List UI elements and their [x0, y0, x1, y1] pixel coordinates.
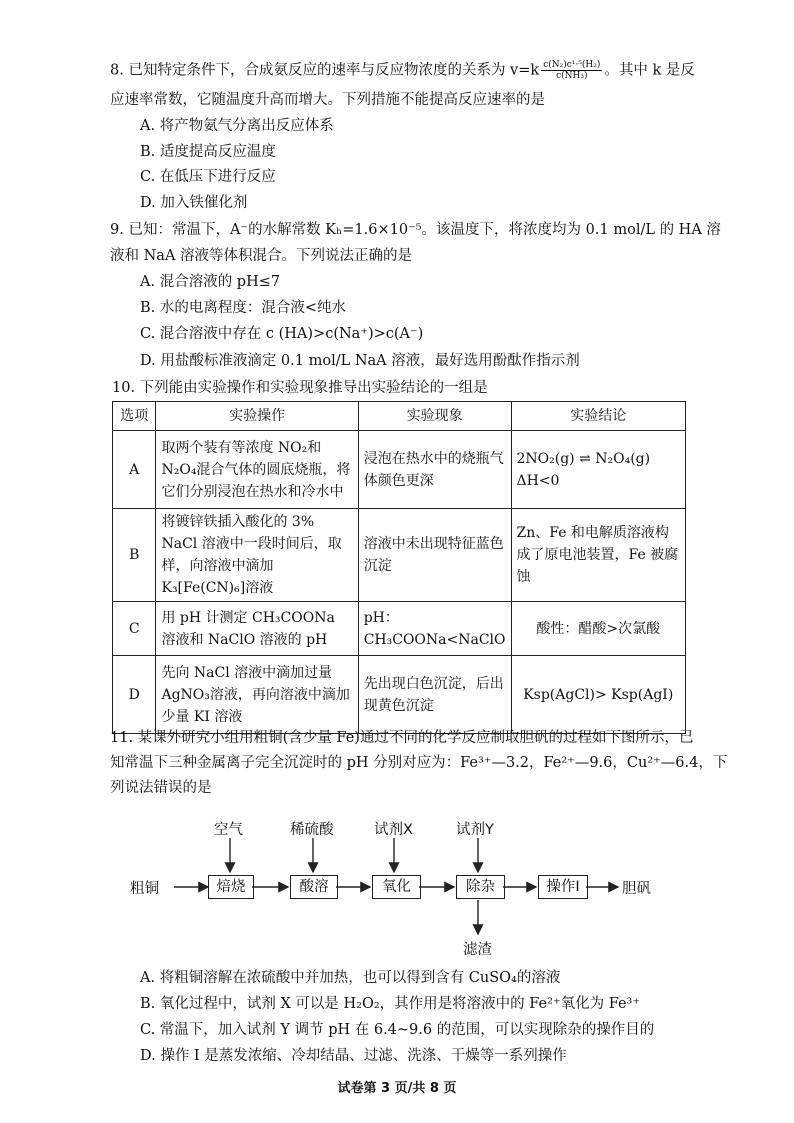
flow-step-dissolve: 酸溶: [290, 875, 338, 899]
q9-option-d: D. 用盐酸标准液滴定 0.1 mol/L NaA 溶液，最好选用酚酞作指示剂: [140, 353, 580, 369]
q8-option-d: D. 加入铁催化剂: [140, 195, 248, 211]
conclusion-enthalpy: ΔH<0: [516, 472, 560, 489]
row-operation: 将镀锌铁插入酸化的 3% NaCl 溶液中一段时间后，取样，向溶液中滴加 K₃[Fe(CN)₆]溶液: [156, 509, 358, 602]
q11-option-c: C. 常温下，加入试剂 Y 调节 pH 在 6.4~9.6 的范围，可以实现除杂的操作目的: [140, 1022, 655, 1038]
row-phenomenon: 溶液中未出现特征蓝色沉淀: [358, 509, 511, 602]
row-phenomenon: 先出现白色沉淀，后出现黄色沉淀: [358, 656, 511, 734]
row-conclusion: Zn、Fe 和电解质溶液构成了原电池装置，Fe 被腐蚀: [511, 509, 686, 602]
fraction-numerator: c(N₂)c¹·⁵(H₂): [543, 60, 601, 70]
q8-stem-a: 8. 已知特定条件下，合成氨反应的速率与反应物浓度的关系为 v=k: [110, 62, 540, 79]
table-row: [113, 656, 686, 734]
row-phenomenon: 浸泡在热水中的烧瓶气体颜色更深: [358, 431, 511, 509]
row-conclusion: Ksp(AgCl)> Ksp(AgI): [511, 656, 686, 734]
row-option: C: [113, 602, 156, 656]
q10-stem: 10. 下列能由实验操作和实验现象推导出实验结论的一组是: [112, 380, 488, 396]
flow-end-label: 胆矾: [622, 881, 651, 897]
q8-option-b: B. 适度提高反应温度: [140, 144, 276, 160]
header-option: 选项: [113, 402, 156, 431]
q8-option-c: C. 在低压下进行反应: [140, 169, 276, 185]
flow-step-roast: 焙烧: [208, 875, 254, 899]
header-phenomenon: 实验现象: [358, 402, 511, 431]
row-operation: 取两个装有等浓度 NO₂和 N₂O₄混合气体的圆底烧瓶，将它们分别浸泡在热水和冷水中: [156, 431, 358, 509]
input-reagent-y-label: 试剂Y: [456, 822, 494, 838]
process-flow-diagram: [130, 812, 730, 962]
row-phenomenon: pH：CH₃COONa<NaClO: [358, 602, 511, 656]
row-option: D: [113, 656, 156, 734]
row-option: B: [113, 509, 156, 602]
table-row: [113, 431, 686, 509]
q8-stem-line2: 应速率常数，它随温度升高而增大。下列措施不能提高反应速率的是: [110, 92, 545, 108]
q11-stem-line1: 11. 某课外研究小组用粗铜(含少量 Fe)通过不同的化学反应制取胆矾的过程如下图所示，已: [110, 730, 694, 746]
q8-stem-line1: [110, 60, 695, 81]
table-row: [113, 509, 686, 602]
rate-fraction: [541, 60, 602, 81]
row-conclusion: 酸性：醋酸>次氯酸: [511, 602, 686, 656]
flow-step-purify: 除杂: [456, 875, 505, 899]
input-air-label: 空气: [214, 822, 243, 838]
experiment-table: [112, 401, 686, 734]
table-row: [113, 602, 686, 656]
q9-stem-line2: 液和 NaA 溶液等体积混合。下列说法正确的是: [110, 248, 413, 264]
row-operation: 先向 NaCl 溶液中滴加过量 AgNO₃溶液，再向溶液中滴加少量 KI 溶液: [156, 656, 358, 734]
table-header-row: [113, 402, 686, 431]
row-conclusion: [511, 431, 686, 509]
q9-option-b: B. 水的电离程度：混合液<纯水: [140, 300, 347, 316]
q11-option-b: B. 氧化过程中，试剂 X 可以是 H₂O₂，其作用是将溶液中的 Fe²⁺氧化为 Fe³⁺: [140, 996, 641, 1012]
input-reagent-x-label: 试剂X: [374, 822, 413, 838]
q9-option-c: C. 混合溶液中存在 c (HA)>c(Na⁺)>c(A⁻): [140, 326, 424, 342]
q11-stem-line2: 知常温下三种金属离子完全沉淀时的 pH 分别对应为：Fe³⁺—3.2，Fe²⁺—9.6，Cu²⁺—6.4，下: [110, 755, 728, 771]
q8-option-a: A. 将产物氨气分离出反应体系: [140, 118, 334, 134]
page-footer: 试卷第 3 页/共 8 页: [337, 1081, 457, 1096]
conclusion-equation: 2NO₂(g) ⇌ N₂O₄(g): [516, 450, 651, 467]
header-operation: 实验操作: [156, 402, 358, 431]
flow-step-operation: 操作I: [538, 875, 588, 899]
row-option: A: [113, 431, 156, 509]
output-residue-label: 滤渣: [463, 942, 492, 958]
row-operation: 用 pH 计测定 CH₃COONa 溶液和 NaClO 溶液的 pH: [156, 602, 358, 656]
q11-option-a: A. 将粗铜溶解在浓硫酸中并加热，也可以得到含有 CuSO₄的溶液: [140, 970, 561, 986]
q9-stem-line1: 9. 已知：常温下，A⁻的水解常数 Kₕ=1.6×10⁻⁵。该温度下，将浓度均为 0.1 mol/L 的 HA 溶: [110, 222, 721, 238]
q9-option-a: A. 混合溶液的 pH≤7: [140, 274, 281, 290]
q11-option-d: D. 操作 I 是蒸发浓缩、冷却结晶、过滤、洗涤、干燥等一系列操作: [140, 1048, 567, 1064]
fraction-denominator: c(NH₃): [556, 71, 588, 81]
q11-stem-line3: 列说法错误的是: [110, 780, 212, 796]
input-acid-label: 稀硫酸: [290, 822, 334, 838]
flow-step-oxidize: 氧化: [372, 875, 421, 899]
flow-start-label: 粗铜: [130, 881, 159, 897]
q8-stem-b: 。其中 k 是反: [604, 62, 695, 79]
header-conclusion: 实验结论: [511, 402, 686, 431]
